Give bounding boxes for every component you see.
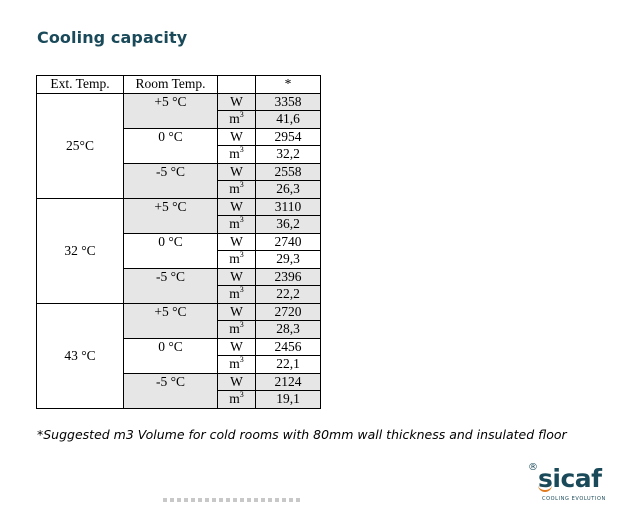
volume-value-cell: 22,1 bbox=[256, 356, 321, 374]
faint-footer-line bbox=[163, 498, 303, 502]
watt-value-cell: 2396 bbox=[256, 268, 321, 286]
unit-m-label: m bbox=[229, 286, 240, 302]
unit-m-label: m bbox=[229, 111, 240, 127]
unit-m3-cell bbox=[218, 356, 256, 374]
table-row bbox=[37, 303, 321, 321]
page-title: Cooling capacity bbox=[37, 28, 188, 47]
unit-superscript: 3 bbox=[239, 284, 244, 294]
unit-m-label: m bbox=[229, 216, 240, 232]
unit-superscript: 3 bbox=[239, 144, 244, 154]
unit-w-cell: W bbox=[218, 128, 256, 146]
unit-superscript: 3 bbox=[239, 319, 244, 329]
unit-w-cell: W bbox=[218, 233, 256, 251]
registered-mark-icon: ® bbox=[528, 462, 538, 473]
header-room-temp: Room Temp. bbox=[124, 76, 218, 94]
unit-superscript: 3 bbox=[239, 179, 244, 189]
unit-m-label: m bbox=[229, 356, 240, 372]
volume-value-cell: 22,2 bbox=[256, 286, 321, 304]
watt-value-cell: 3110 bbox=[256, 198, 321, 216]
watt-value-cell: 2954 bbox=[256, 128, 321, 146]
room-temp-cell: 0 °C bbox=[124, 233, 218, 268]
unit-superscript: 3 bbox=[239, 249, 244, 259]
room-temp-cell: -5 °C bbox=[124, 373, 218, 408]
volume-value-cell: 41,6 bbox=[256, 111, 321, 129]
unit-m3-cell bbox=[218, 391, 256, 409]
header-unit bbox=[218, 76, 256, 94]
watt-value-cell: 2456 bbox=[256, 338, 321, 356]
volume-value-cell: 32,2 bbox=[256, 146, 321, 164]
header-ext-temp: Ext. Temp. bbox=[37, 76, 124, 94]
unit-w-cell: W bbox=[218, 373, 256, 391]
volume-value-cell: 28,3 bbox=[256, 321, 321, 339]
volume-value-cell: 19,1 bbox=[256, 391, 321, 409]
unit-superscript: 3 bbox=[239, 214, 244, 224]
room-temp-cell: 0 °C bbox=[124, 128, 218, 163]
cooling-capacity-table bbox=[36, 75, 321, 409]
unit-m3-cell bbox=[218, 181, 256, 199]
unit-w-cell: W bbox=[218, 268, 256, 286]
room-temp-cell: -5 °C bbox=[124, 268, 218, 303]
ext-temp-cell: 43 °C bbox=[37, 303, 124, 408]
unit-m-label: m bbox=[229, 321, 240, 337]
table-header-row bbox=[37, 76, 321, 94]
watt-value-cell: 2124 bbox=[256, 373, 321, 391]
volume-value-cell: 36,2 bbox=[256, 216, 321, 234]
unit-superscript: 3 bbox=[239, 354, 244, 364]
footnote: *Suggested m3 Volume for cold rooms with 80mm wall thickness and insulated floor bbox=[37, 427, 567, 442]
logo-wordmark: sicaf bbox=[538, 464, 602, 493]
unit-m3-cell bbox=[218, 321, 256, 339]
watt-value-cell: 3358 bbox=[256, 93, 321, 111]
logo-tagline: COOLING EVOLUTION bbox=[542, 496, 606, 502]
unit-m-label: m bbox=[229, 391, 240, 407]
table-row bbox=[37, 198, 321, 216]
unit-superscript: 3 bbox=[239, 389, 244, 399]
ext-temp-cell: 25°C bbox=[37, 93, 124, 198]
room-temp-cell: -5 °C bbox=[124, 163, 218, 198]
table-row bbox=[37, 93, 321, 111]
unit-m-label: m bbox=[229, 181, 240, 197]
unit-m3-cell bbox=[218, 251, 256, 269]
watt-value-cell: 2740 bbox=[256, 233, 321, 251]
sicaf-logo bbox=[528, 462, 618, 504]
volume-value-cell: 29,3 bbox=[256, 251, 321, 269]
unit-m-label: m bbox=[229, 146, 240, 162]
unit-w-cell: W bbox=[218, 163, 256, 181]
room-temp-cell: 0 °C bbox=[124, 338, 218, 373]
unit-w-cell: W bbox=[218, 338, 256, 356]
ext-temp-cell: 32 °C bbox=[37, 198, 124, 303]
room-temp-cell: +5 °C bbox=[124, 93, 218, 128]
unit-w-cell: W bbox=[218, 198, 256, 216]
room-temp-cell: +5 °C bbox=[124, 198, 218, 233]
unit-w-cell: W bbox=[218, 303, 256, 321]
volume-value-cell: 26,3 bbox=[256, 181, 321, 199]
unit-superscript: 3 bbox=[239, 109, 244, 119]
unit-m3-cell bbox=[218, 216, 256, 234]
unit-m3-cell bbox=[218, 146, 256, 164]
unit-w-cell: W bbox=[218, 93, 256, 111]
room-temp-cell: +5 °C bbox=[124, 303, 218, 338]
header-value: * bbox=[256, 76, 321, 94]
watt-value-cell: 2720 bbox=[256, 303, 321, 321]
unit-m3-cell bbox=[218, 286, 256, 304]
unit-m-label: m bbox=[229, 251, 240, 267]
watt-value-cell: 2558 bbox=[256, 163, 321, 181]
unit-m3-cell bbox=[218, 111, 256, 129]
